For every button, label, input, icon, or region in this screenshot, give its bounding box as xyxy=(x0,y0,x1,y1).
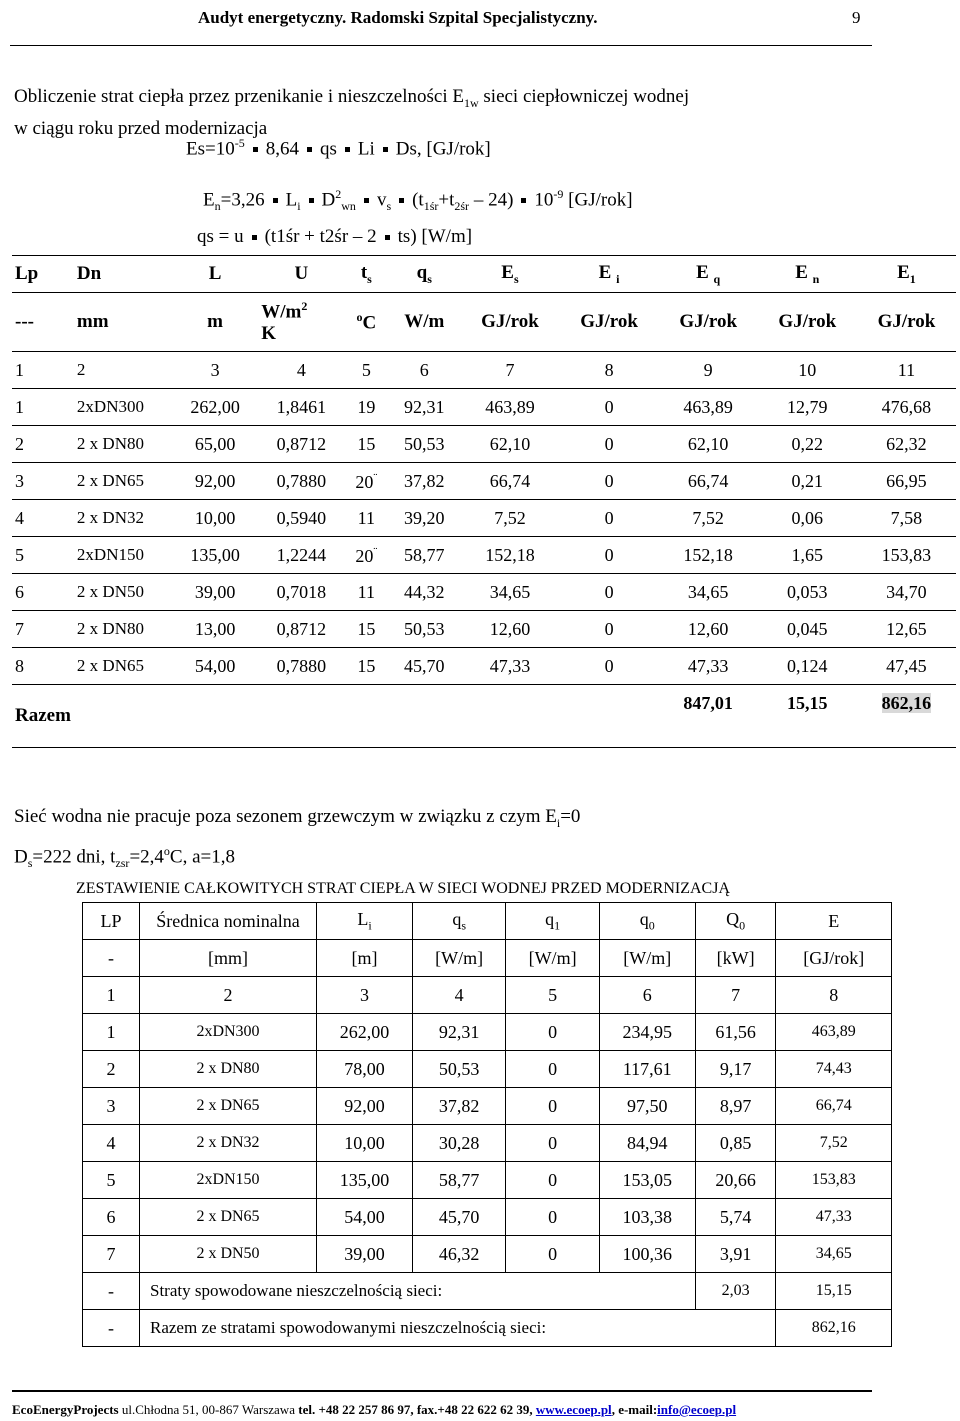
summary-row: 6 2 x DN65 54,00 45,70 0 103,38 5,74 47,33 xyxy=(83,1199,892,1236)
summary-header-row: LP Średnica nominalna $L_i$ $q_s$ $q_1$ $q_0$ $Q_0$ E xyxy=(83,903,892,940)
leak-label: Straty spowodowane nieszczelnością sieci: xyxy=(140,1273,696,1310)
page-header xyxy=(0,8,960,38)
note-season: Sieć wodna nie pracuje poza sezonem grzewczym w związku z czym $E_i=0$ xyxy=(14,806,581,830)
summary-table-title: ZESTAWIENIE CAŁKOWITYCH STRAT CIEPŁA W SIECI WODNEJ PRZED MODERNIZACJĄ xyxy=(76,880,731,897)
table-units-row: --- mm m $W/m^2$ K $^o$C W/m GJ/rok GJ/rok GJ/rok GJ/rok GJ/rok xyxy=(12,293,956,352)
section-title: Obliczenie strat ciepła przez przenikanie i nieszczelności $E_{1w}$ sieci ciepłowniczej wodnej w ciągu roku przed modernizacja xyxy=(14,86,690,139)
table-header-row: Lp Dn L U $t_s$ $q_s$ $E_s$ E $_i$ E $_q$ E $_n$ $E_1$ xyxy=(12,256,956,293)
summary-units-row: - [mm] [m] [W/m] [W/m] [W/m] [kW] [GJ/rok] xyxy=(83,940,892,977)
formula-es: $Es=10^{-5}$ 8,64 qs Li Ds, [GJ/rok] xyxy=(186,136,491,160)
table-row: 2 2 x DN80 65,00 0,8712 15 50,53 62,10 0 62,10 0,22 62,32 xyxy=(12,426,956,463)
summary-column-numbers: 1 2 3 4 5 6 7 8 xyxy=(83,977,892,1014)
footer-phone: tel. +48 22 257 86 97, fax.+48 22 622 62 39, xyxy=(298,1402,536,1417)
total-eq: 847,01 xyxy=(659,685,758,748)
table-row: 1 2xDN300 262,00 1,8461 19 92,31 463,89 0 463,89 12,79 476,68 xyxy=(12,389,956,426)
footer-company: EcoEnergyProjects xyxy=(12,1402,119,1417)
summary-total-row: - Razem ze stratami spowodowanymi nieszczelnością sieci: 862,16 xyxy=(83,1310,892,1347)
total-e1: 862,16 xyxy=(881,693,932,713)
summary-table xyxy=(82,902,892,1347)
table-row: 5 2xDN150 135,00 1,2244 20¨ 58,77 152,18 0 152,18 1,65 153,83 xyxy=(12,537,956,574)
footer-mail-link[interactable]: info@ecoep.pl xyxy=(657,1402,737,1417)
summary-row: 3 2 x DN65 92,00 37,82 0 97,50 8,97 66,74 xyxy=(83,1088,892,1125)
summary-row: 1 2xDN300 262,00 92,31 0 234,95 61,56 463,89 xyxy=(83,1014,892,1051)
total-with-leak-label: Razem ze stratami spowodowanymi nieszczelnością sieci: xyxy=(140,1310,776,1347)
table-row: 8 2 x DN65 54,00 0,7880 15 45,70 47,33 0 47,33 0,124 47,45 xyxy=(12,648,956,685)
table-column-numbers: 1 2 3 4 5 6 7 8 9 10 11 xyxy=(12,352,956,389)
total-with-leak-e: 862,16 xyxy=(776,1310,892,1347)
table-total-row xyxy=(12,685,956,748)
formula-qs: qs = u (t1śr + t2śr – 2 ts) [W/m] xyxy=(197,226,473,247)
note-parameters: $D_s=222$ dni, $t_{zsr}=2,4^oC$, a=1,8 xyxy=(14,844,235,871)
table-row: 4 2 x DN32 10,00 0,5940 11 39,20 7,52 0 7,52 0,06 7,58 xyxy=(12,500,956,537)
summary-row: 4 2 x DN32 10,00 30,28 0 84,94 0,85 7,52 xyxy=(83,1125,892,1162)
table-row: 7 2 x DN80 13,00 0,8712 15 50,53 12,60 0 12,60 0,045 12,65 xyxy=(12,611,956,648)
summary-row: 7 2 x DN50 39,00 46,32 0 100,36 3,91 34,65 xyxy=(83,1236,892,1273)
table-row: 3 2 x DN65 92,00 0,7880 20¨ 37,82 66,74 0 66,74 0,21 66,95 xyxy=(12,463,956,500)
footer-address: ul.Chłodna 51, 00-867 Warszawa xyxy=(118,1402,299,1417)
leak-e: 15,15 xyxy=(776,1273,892,1310)
formula-en: $E_n=3,26$ $L_i$ $D^2_{wn}$ $v_s$ $(t_{1śr}+t_{2śr} - 24)$ $10^{-9}$ [GJ/rok] xyxy=(203,187,633,214)
page-footer: EcoEnergyProjects ul.Chłodna 51, 00-867 Warszawa tel. +48 22 257 86 97, fax.+48 22 622 62 39, www.ecoep.pl, e-mail:info@ecoep.pl xyxy=(12,1402,737,1417)
page-number: 9 xyxy=(852,8,861,27)
summary-row: 2 2 x DN80 78,00 50,53 0 117,61 9,17 74,43 xyxy=(83,1051,892,1088)
total-en: 15,15 xyxy=(758,685,857,748)
leak-q0: 2,03 xyxy=(695,1273,776,1310)
heat-loss-table xyxy=(12,255,956,748)
footer-divider xyxy=(12,1390,872,1392)
header-divider xyxy=(10,45,872,46)
summary-row: 5 2xDN150 135,00 58,77 0 153,05 20,66 153,83 xyxy=(83,1162,892,1199)
total-label: Razem xyxy=(12,685,74,748)
footer-web-link[interactable]: www.ecoep.pl xyxy=(535,1402,612,1417)
table-row: 6 2 x DN50 39,00 0,7018 11 44,32 34,65 0 34,65 0,053 34,70 xyxy=(12,574,956,611)
document-title: Audyt energetyczny. Radomski Szpital Specjalistyczny. xyxy=(198,8,598,27)
summary-leak-row: - Straty spowodowane nieszczelnością sieci: 2,03 15,15 xyxy=(83,1273,892,1310)
